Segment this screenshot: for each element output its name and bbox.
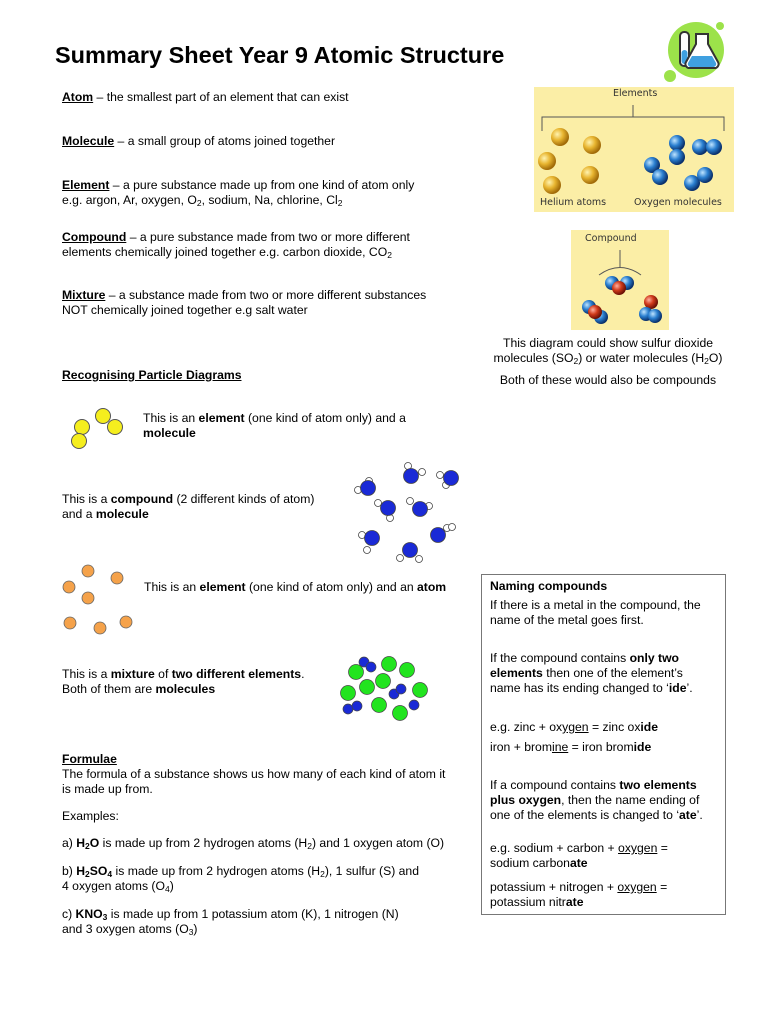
naming-text: ate bbox=[569, 856, 588, 870]
naming-text: If a compound contains bbox=[490, 778, 620, 792]
naming-text: ygen bbox=[562, 720, 589, 734]
elements-diagram-heading: Elements bbox=[613, 88, 658, 99]
row-text: mixture bbox=[110, 667, 155, 681]
formula-text: c) bbox=[62, 907, 76, 921]
naming-text: two elements bbox=[619, 778, 697, 792]
term-compound: Compound bbox=[62, 230, 127, 244]
formula-text: ) and 1 oxygen atom (O) bbox=[311, 836, 445, 850]
subscript: 2 bbox=[307, 841, 312, 851]
subscript: 4 bbox=[164, 884, 170, 894]
row-text: molecule bbox=[95, 507, 149, 521]
naming-text: ate bbox=[565, 895, 584, 909]
formula-text: O bbox=[89, 836, 100, 850]
formula-text: is made up from 2 hydrogen atoms (H bbox=[99, 836, 308, 850]
naming-text: sodium carbon bbox=[490, 856, 570, 870]
caption-line: This diagram could show sulfur dioxide bbox=[503, 336, 713, 350]
compound-diagram-drawing bbox=[571, 230, 669, 330]
naming-text: = bbox=[656, 880, 668, 894]
formula-text: ) bbox=[193, 922, 198, 936]
naming-text: potassium + nitrogen + bbox=[490, 880, 618, 894]
formula-text: is made up from 1 potassium atom (K), 1 nitrogen (N) bbox=[107, 907, 399, 921]
definition-element bbox=[62, 178, 414, 208]
definition-text: – a pure substance made up from one kind of atom only bbox=[109, 178, 415, 192]
subscript: 4 bbox=[107, 869, 113, 879]
naming-text: potassium nitr bbox=[490, 895, 566, 909]
definition-text: elements chemically joined together e.g. carbon dioxide, CO bbox=[62, 245, 388, 259]
helium-label: Helium atoms bbox=[540, 197, 607, 208]
formula-example-a bbox=[62, 836, 482, 851]
subscript: 3 bbox=[102, 912, 108, 922]
row-compound-molecule bbox=[62, 492, 314, 522]
formula-text: KNO bbox=[75, 907, 103, 921]
naming-example-potassium bbox=[490, 880, 717, 910]
row-text: molecule bbox=[143, 426, 196, 440]
naming-para-ide bbox=[490, 651, 717, 696]
formula-text: a) bbox=[62, 836, 77, 850]
elements-diagram-drawing bbox=[534, 87, 734, 212]
naming-text: plus oxygen bbox=[490, 793, 562, 807]
naming-text: e.g. sodium + carbon + bbox=[490, 841, 619, 855]
term-mixture: Mixture bbox=[62, 288, 106, 302]
subscript: 2 bbox=[85, 841, 90, 851]
formula-text: is made up from 2 hydrogen atoms (H bbox=[112, 864, 321, 878]
caption-line: ) or water molecules (H bbox=[578, 351, 705, 365]
definition-molecule bbox=[62, 134, 335, 149]
definition-mixture bbox=[62, 288, 426, 318]
formula-text: SO bbox=[89, 864, 108, 878]
compound-diagram-heading: Compound bbox=[585, 233, 637, 244]
definition-text: – a substance made from two or more different substances bbox=[105, 288, 427, 302]
subscript: 2 bbox=[337, 198, 343, 208]
formula-text: ), 1 sulfur (S) and bbox=[324, 864, 419, 878]
naming-text: ate bbox=[679, 808, 697, 822]
yellow-molecule-particles bbox=[70, 405, 130, 451]
definition-text: NOT chemically joined together e.g salt water bbox=[62, 303, 308, 317]
naming-para-ate bbox=[490, 778, 717, 823]
definition-atom bbox=[62, 90, 349, 105]
row-element-molecule bbox=[143, 411, 406, 441]
row-text: two different elements bbox=[171, 667, 302, 681]
naming-text: ide bbox=[668, 681, 687, 695]
naming-example-iron bbox=[490, 740, 717, 755]
row-text: This is an bbox=[143, 411, 199, 425]
naming-text: ’. bbox=[686, 681, 693, 695]
formula-example-b bbox=[62, 864, 482, 894]
row-element-atom bbox=[144, 580, 446, 595]
definition-compound bbox=[62, 230, 410, 260]
row-text: molecules bbox=[155, 682, 216, 696]
caption-line: Both of these would also be compounds bbox=[499, 373, 717, 387]
naming-example-zinc bbox=[490, 720, 717, 735]
naming-text: If there is a metal in the compound, the bbox=[490, 598, 701, 612]
naming-heading: Naming compounds bbox=[490, 579, 608, 593]
subscript: 2 bbox=[573, 356, 579, 366]
row-text: . bbox=[301, 667, 305, 681]
row-text: element bbox=[198, 411, 245, 425]
oxygen-molecules bbox=[644, 135, 722, 191]
naming-text: ide bbox=[633, 740, 652, 754]
oxygen-label: Oxygen molecules bbox=[634, 197, 722, 208]
page-title: Summary Sheet Year 9 Atomic Structure bbox=[55, 42, 505, 68]
naming-text: then one of the element’s bbox=[542, 666, 683, 680]
row-text: Both of them are bbox=[62, 682, 156, 696]
definition-text: – the smallest part of an element that can exist bbox=[93, 90, 349, 104]
formula-text: b) bbox=[62, 864, 77, 878]
subscript: 2 bbox=[704, 356, 709, 366]
formula-example-c bbox=[62, 907, 482, 937]
naming-text: e.g. zinc + ox bbox=[490, 720, 563, 734]
formulae-intro: is made up from. bbox=[62, 782, 153, 796]
flask-and-test-tube-icon bbox=[660, 20, 728, 84]
row-mixture bbox=[62, 667, 304, 697]
row-text: (one kind of atom only) and a bbox=[244, 411, 406, 425]
definition-text: – a small group of atoms joined together bbox=[114, 134, 336, 148]
subscript: 3 bbox=[188, 927, 194, 937]
naming-compounds-box bbox=[481, 574, 726, 915]
naming-text: ine bbox=[551, 740, 569, 754]
subscript: 2 bbox=[320, 869, 325, 879]
naming-example-sodium bbox=[490, 841, 717, 871]
formula-text: and 3 oxygen atoms (O bbox=[62, 922, 189, 936]
row-text: compound bbox=[110, 492, 174, 506]
naming-text: oxygen bbox=[618, 841, 658, 855]
naming-text: If the compound contains bbox=[490, 651, 630, 665]
row-text: of bbox=[154, 667, 172, 681]
naming-text: name has its ending changed to ‘ bbox=[490, 681, 669, 695]
caption-line: molecules (SO bbox=[493, 351, 574, 365]
naming-text: = bbox=[657, 841, 668, 855]
naming-text: ’. bbox=[696, 808, 703, 822]
term-atom: Atom bbox=[62, 90, 94, 104]
helium-atoms bbox=[538, 128, 601, 194]
naming-text: only two bbox=[629, 651, 680, 665]
naming-text: = iron brom bbox=[568, 740, 634, 754]
row-text: This is a bbox=[62, 667, 111, 681]
row-text: This is an bbox=[144, 580, 200, 594]
compound-diagram bbox=[571, 230, 669, 330]
naming-text: ide bbox=[640, 720, 659, 734]
subscript: 2 bbox=[387, 250, 392, 260]
caption-line: O) bbox=[708, 351, 723, 365]
row-text: (2 different kinds of atom) bbox=[173, 492, 315, 506]
naming-para-metal bbox=[490, 598, 717, 628]
row-text: element bbox=[199, 580, 246, 594]
definition-text: , sodium, Na, chlorine, Cl bbox=[201, 193, 338, 207]
naming-text: = zinc ox bbox=[588, 720, 641, 734]
row-text: (one kind of atom only) and an bbox=[245, 580, 418, 594]
examples-label: Examples: bbox=[62, 809, 119, 823]
naming-text: , then the name ending of bbox=[561, 793, 700, 807]
elements-diagram bbox=[534, 87, 734, 212]
definition-text: – a pure substance made from two or more different bbox=[126, 230, 410, 244]
orange-atom-particles bbox=[60, 562, 140, 637]
formulae-intro: The formula of a substance shows us how many of each kind of atom it bbox=[62, 767, 446, 781]
recognising-heading: Recognising Particle Diagrams bbox=[62, 368, 242, 382]
naming-text: iron + brom bbox=[490, 740, 552, 754]
naming-text: name of the metal goes first. bbox=[490, 613, 644, 627]
row-text: atom bbox=[417, 580, 447, 594]
row-text: and a bbox=[62, 507, 96, 521]
formula-text: H bbox=[76, 836, 86, 850]
subscript: 2 bbox=[196, 198, 202, 208]
formula-text: ) bbox=[169, 879, 174, 893]
formulae-heading: Formulae bbox=[62, 752, 117, 766]
term-element: Element bbox=[62, 178, 110, 192]
formula-text: 4 oxygen atoms (O bbox=[62, 879, 165, 893]
subscript: 2 bbox=[85, 869, 90, 879]
formula-text: H bbox=[76, 864, 86, 878]
row-text: This is a bbox=[62, 492, 111, 506]
naming-text: oxygen bbox=[617, 880, 657, 894]
mixture-particles bbox=[332, 652, 432, 724]
water-compound-particles bbox=[350, 460, 465, 565]
compound-caption bbox=[483, 336, 733, 388]
formulae-section bbox=[62, 752, 482, 937]
term-molecule: Molecule bbox=[62, 134, 115, 148]
naming-text: elements bbox=[490, 666, 543, 680]
naming-text: one of the elements is changed to ‘ bbox=[490, 808, 680, 822]
definition-text: e.g. argon, Ar, oxygen, O bbox=[62, 193, 197, 207]
